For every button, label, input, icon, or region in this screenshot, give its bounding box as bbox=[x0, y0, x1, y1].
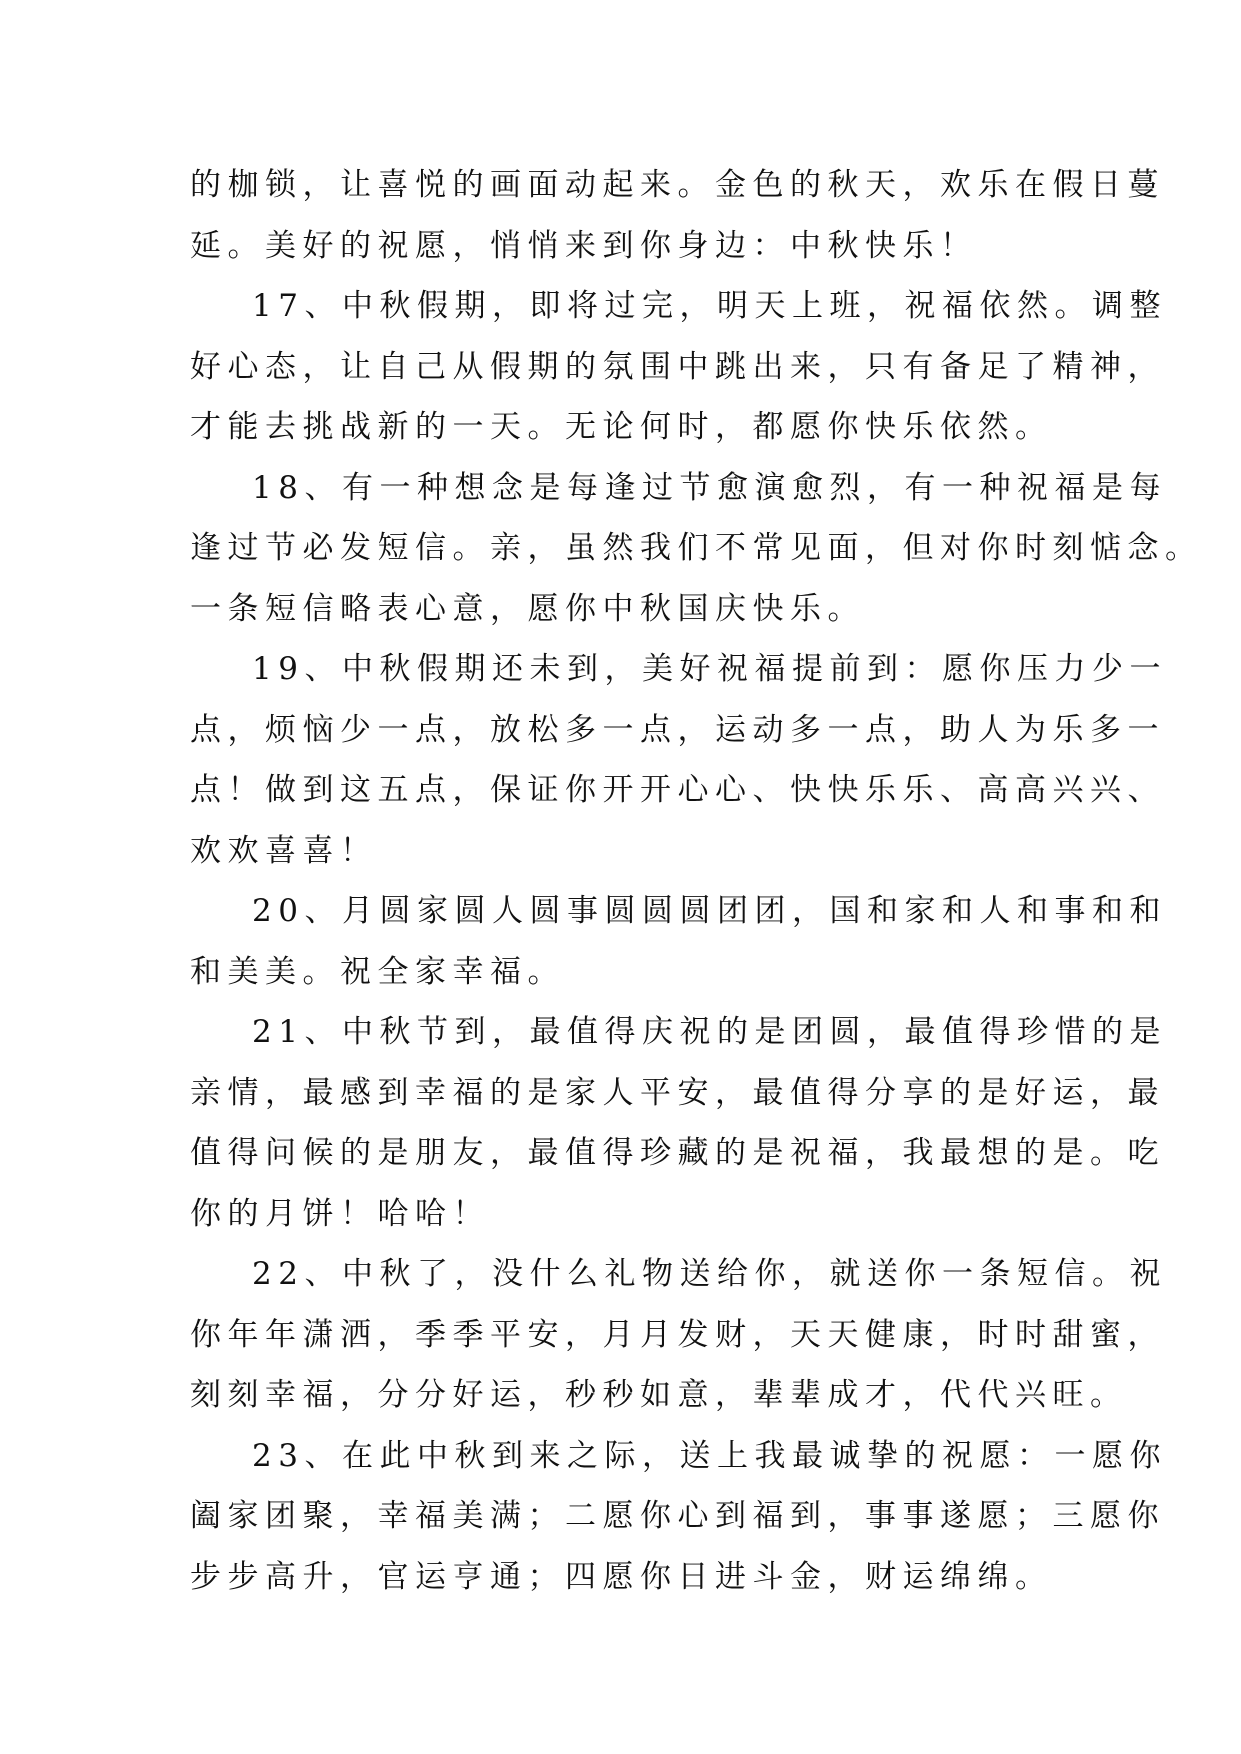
text-line: 逢过节必发短信。亲，虽然我们不常见面，但对你时刻惦念。 bbox=[190, 530, 1203, 566]
text-line: 延。美好的祝愿，悄悄来到你身边：中秋快乐！ bbox=[190, 227, 978, 264]
text-line: 值得问候的是朋友，最值得珍藏的是祝福，我最想的是。吃 bbox=[190, 1135, 1165, 1171]
text-line: 才能去挑战新的一天。无论何时，都愿你快乐依然。 bbox=[190, 409, 1053, 445]
text-line: 步步高升，官运亨通；四愿你日进斗金，财运绵绵。 bbox=[190, 1558, 1053, 1595]
text-line: 欢欢喜喜！ bbox=[190, 832, 378, 869]
text-line: 的枷锁，让喜悦的画面动起来。金色的秋天，欢乐在假日蔓 bbox=[190, 167, 1165, 203]
paragraph-start-line: 18、有一种想念是每逢过节愈演愈烈，有一种祝福是每 bbox=[252, 469, 1167, 506]
text-line: 点！做到这五点，保证你开开心心、快快乐乐、高高兴兴、 bbox=[190, 772, 1165, 808]
text-line: 你的月饼！哈哈！ bbox=[190, 1195, 490, 1232]
text-line: 亲情，最感到幸福的是家人平安，最值得分享的是好运，最 bbox=[190, 1074, 1165, 1111]
paragraph-start-line: 21、中秋节到，最值得庆祝的是团圆，最值得珍惜的是 bbox=[252, 1014, 1167, 1050]
text-line: 你年年潇洒，季季平安，月月发财，天天健康，时时甜蜜， bbox=[190, 1316, 1165, 1353]
paragraph-start-line: 17、中秋假期，即将过完，明天上班，祝福依然。调整 bbox=[252, 288, 1167, 324]
text-line: 和美美。祝全家幸福。 bbox=[190, 953, 565, 990]
text-line: 好心态，让自己从假期的氛围中跳出来，只有备足了精神， bbox=[190, 348, 1165, 385]
text-line: 阖家团聚，幸福美满；二愿你心到福到，事事遂愿；三愿你 bbox=[190, 1498, 1165, 1534]
text-line: 一条短信略表心意，愿你中秋国庆快乐。 bbox=[190, 590, 865, 627]
paragraph-start-line: 23、在此中秋到来之际，送上我最诚挚的祝愿：一愿你 bbox=[252, 1437, 1167, 1474]
paragraph-start-line: 19、中秋假期还未到，美好祝福提前到：愿你压力少一 bbox=[252, 651, 1167, 687]
paragraph-start-line: 22、中秋了，没什么礼物送给你，就送你一条短信。祝 bbox=[252, 1256, 1167, 1292]
body-text bbox=[190, 155, 1203, 1607]
text-line: 刻刻幸福，分分好运，秒秒如意，辈辈成才，代代兴旺。 bbox=[190, 1377, 1128, 1413]
paragraph-start-line: 20、月圆家圆人圆事圆圆圆团团，国和家和人和事和和 bbox=[252, 893, 1167, 929]
text-line: 点，烦恼少一点，放松多一点，运动多一点，助人为乐多一 bbox=[190, 711, 1165, 748]
